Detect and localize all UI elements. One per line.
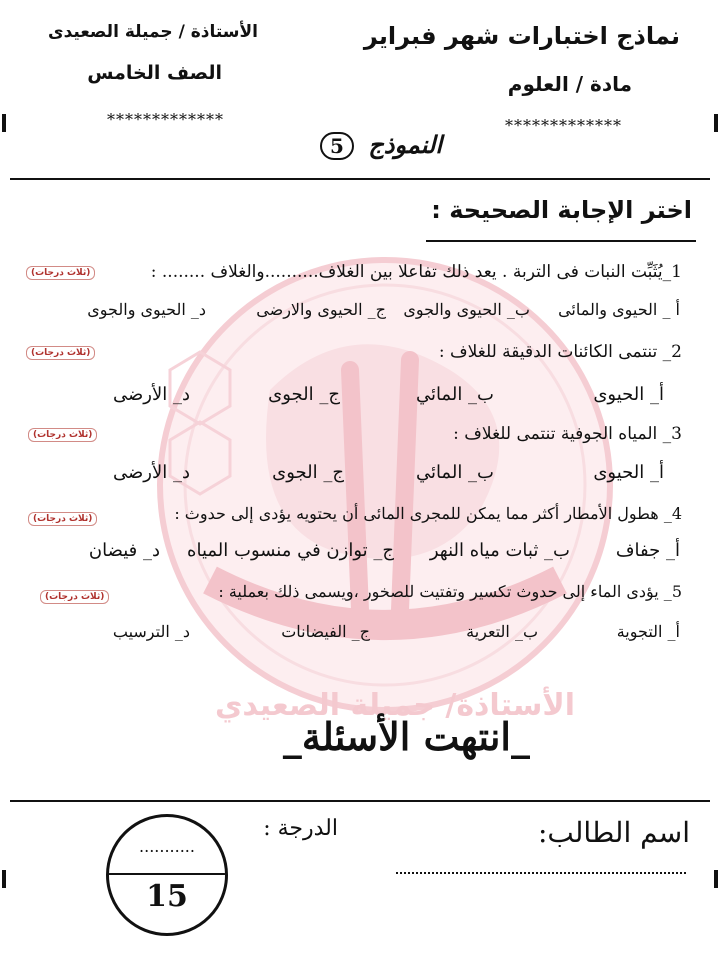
watermark-logo xyxy=(150,250,620,720)
option-c: ج_ الجوى xyxy=(272,462,344,483)
section-title: اختر الإجابة الصحيحة : xyxy=(431,196,692,224)
stars-divider: ************* xyxy=(107,110,224,129)
student-name-label: اسم الطالب: xyxy=(537,816,690,849)
score-label: الدرجة : xyxy=(263,816,338,841)
mark-badge: (ثلاث درجات) xyxy=(28,428,97,442)
mark-badge: (ثلاث درجات) xyxy=(26,266,95,280)
option-d: د_ الأرضى xyxy=(113,462,190,483)
footer-rule xyxy=(10,800,710,802)
option-b: ب_ التعرية xyxy=(466,622,538,641)
model-label: النموذج xyxy=(368,130,442,159)
question-2: 2_ تنتمى الكائنات الدقيقة للغلاف : xyxy=(438,342,682,362)
subject-label: مادة / العلوم xyxy=(507,72,632,96)
option-b: ب_ الحيوى والجوى xyxy=(403,300,530,319)
question-5: 5_ يؤدى الماء إلى حدوث تكسير وتفتيت للصخور ،ويسمى ذلك بعملية : xyxy=(218,582,682,601)
option-d: د_ الترسيب xyxy=(112,622,190,641)
option-a: أ_ الحيوى xyxy=(593,462,664,483)
margin-tick xyxy=(2,114,6,132)
option-d: د_ فيضان xyxy=(88,540,160,561)
option-a: أ _ الحيوى والمائى xyxy=(558,300,680,319)
option-a: أ_ التجوية xyxy=(616,622,680,641)
option-d: د_ الحيوى والجوى xyxy=(87,300,206,319)
watermark-text: الأستاذة/ جميلة الصعيدي xyxy=(214,688,576,723)
stars-divider: ************* xyxy=(505,116,622,135)
margin-tick xyxy=(2,870,6,888)
score-circle xyxy=(106,814,228,936)
score-total: 15 xyxy=(146,879,188,914)
section-underline xyxy=(426,240,696,242)
mark-badge: (ثلاث درجات) xyxy=(26,346,95,360)
option-c: ج_ الفيضانات xyxy=(281,622,370,641)
option-d: د_ الأرضى xyxy=(113,384,190,405)
option-c: ج_ توازن في منسوب المياه xyxy=(187,540,394,561)
student-name-field[interactable] xyxy=(396,872,686,874)
model-number: 5 xyxy=(320,132,354,160)
end-of-questions: _انتهت الأسئلة_ xyxy=(282,714,530,759)
question-1: 1_يُثَبِّت النبات فى التربة . يعد ذلك تفاعلا بين الغلاف..........والغلاف ........ : xyxy=(150,262,682,282)
option-b: ب_ المائي xyxy=(415,384,494,405)
exam-title: نماذج اختبارات شهر فبراير xyxy=(363,22,680,50)
header-rule xyxy=(10,178,710,180)
option-c: ج_ الجوى xyxy=(268,384,340,405)
option-b: ب_ ثبات مياه النهر xyxy=(429,540,570,561)
model-heading xyxy=(320,130,442,160)
question-3: 3_ المياه الجوفية تنتمى للغلاف : xyxy=(453,424,682,444)
mark-badge: (ثلاث درجات) xyxy=(40,590,109,604)
option-c: ج_ الحيوى والارضى xyxy=(256,300,386,319)
margin-tick xyxy=(714,870,718,888)
mark-badge: (ثلاث درجات) xyxy=(28,512,97,526)
question-4: 4_ هطول الأمطار أكثر مما يمكن للمجرى المائى أن يحتويه يؤدى إلى حدوث : xyxy=(174,504,682,523)
option-b: ب_ المائي xyxy=(415,462,494,483)
teacher-name: الأستاذة / جميلة الصعيدى xyxy=(48,22,258,42)
option-a: أ_ الحيوى xyxy=(593,384,664,405)
grade-label: الصف الخامس xyxy=(87,62,222,84)
score-divider xyxy=(109,873,225,875)
option-a: أ_ جفاف xyxy=(615,540,680,561)
score-blank[interactable]: ........... xyxy=(139,837,195,856)
margin-tick xyxy=(714,114,718,132)
